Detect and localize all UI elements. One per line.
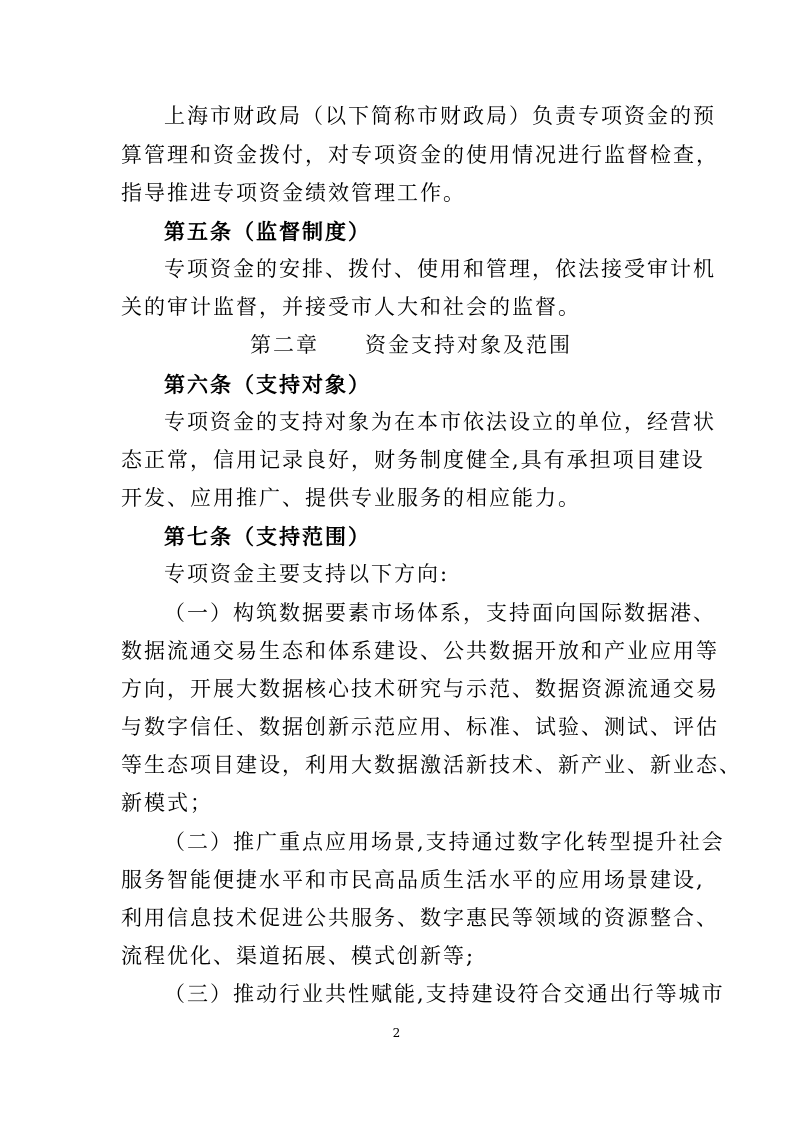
para-line: 专项资金的安排、拨付、使用和管理，依法接受审计机 xyxy=(164,257,716,281)
para-line: 新模式； xyxy=(121,791,213,815)
para-line: 上海市财政局（以下简称市财政局）负责专项资金的预 xyxy=(164,104,716,128)
para-line: 专项资金主要支持以下方向: xyxy=(164,562,450,586)
para-line: （一）构筑数据要素市场体系，支持面向国际数据港、 xyxy=(164,601,716,625)
para-line: 指导推进专项资金绩效管理工作。 xyxy=(121,181,466,205)
para-line: 方向，开展大数据核心技术研究与示范、数据资源流通交易 xyxy=(121,677,719,701)
para-line: 与数字信任、数据创新示范应用、标准、试验、测试、评估 xyxy=(121,715,719,739)
article-heading: 第五条（监督制度） xyxy=(164,219,371,244)
para-line: 数据流通交易生态和体系建设、公共数据开放和产业应用等 xyxy=(121,639,719,663)
article-heading: 第六条（支持对象） xyxy=(164,372,371,397)
para-line: 算管理和资金拨付，对专项资金的使用情况进行监督检查， xyxy=(121,143,719,167)
para-line: （三）推动行业共性赋能,支持建设符合交通出行等城市 xyxy=(164,982,725,1006)
para-line: 利用信息技术促进公共服务、数字惠民等领域的资源整合、 xyxy=(121,906,719,930)
page-number: 2 xyxy=(392,1026,401,1040)
para-line: 专项资金的支持对象为在本市依法设立的单位，经营状 xyxy=(164,410,716,434)
article-heading: 第七条（支持范围） xyxy=(164,524,371,549)
para-line: 流程优化、渠道拓展、模式创新等; xyxy=(121,944,476,968)
para-line: 关的审计监督，并接受市人大和社会的监督。 xyxy=(121,295,581,319)
chapter-heading: 第二章 资金支持对象及范围 xyxy=(250,333,572,357)
para-line: 服务智能便捷水平和市民高品质生活水平的应用场景建设, xyxy=(121,868,705,892)
para-line: （二）推广重点应用场景,支持通过数字化转型提升社会 xyxy=(164,830,725,854)
para-line: 开发、应用推广、提供专业服务的相应能力。 xyxy=(121,486,581,510)
para-line: 等生态项目建设，利用大数据激活新技术、新产业、新业态、 xyxy=(121,753,742,777)
para-line: 态正常，信用记录良好，财务制度健全,具有承担项目建设 xyxy=(121,448,705,472)
